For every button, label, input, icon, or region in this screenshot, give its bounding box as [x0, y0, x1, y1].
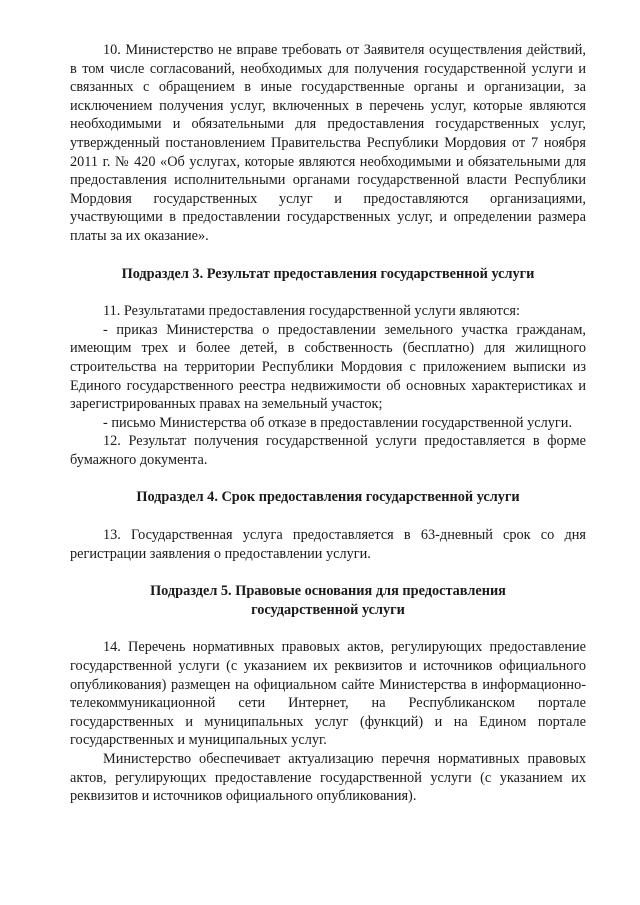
paragraph-11-item-2: - письмо Министерства об отказе в предоставлении государственной услуги. — [103, 414, 573, 431]
paragraph-12: 12. Результат получения государственной услуги предоставляется в форме бумажного документа. — [70, 433, 586, 468]
section-heading-5-line-1: Подраздел 5. Правовые основания для предоставления — [150, 583, 506, 600]
section-heading-5-line-2: государственной услуги — [251, 601, 405, 618]
paragraph-11: 11. Результатами предоставления государственной услуги являются: — [103, 303, 520, 320]
paragraph-14: 14. Перечень нормативных правовых актов, регулирующих предоставление государственной услуги (с указанием их реквизитов и источников официального опубликования) размещен на официальном сайте Министерства в информационно-телекоммуникационной сети Интернет, на Республиканском портале государственных и муниципальных услуг (функций) и на Едином портале государственных и муниципальных услуг. — [70, 639, 586, 749]
paragraph-11-item-1: - приказ Министерства о предоставлении земельного участка гражданам, имеющим трех и более детей, в собственность (бесплатно) для жилищного строительства на территории Республики Мордовия с приложением выписки из Единого государственного реестра недвижимости об основных характеристиках и зарегистрированных правах на земельный участок; — [70, 321, 586, 413]
paragraph-10: 10. Министерство не вправе требовать от Заявителя осуществления действий, в том числе согласований, необходимых для получения государственной услуги и связанных с обращением в иные государственные органы и организации, за исключением получения услуг, включенных в перечень услуг, которые являются необходимыми и обязательными для предоставления государственных услуг, утвержденный постановлением Правительства Республики Мордовия от 7 ноября 2011 г. № 420 «Об услугах, которые являются необходимыми и обязательными для предоставления исполнительными органами государственной власти Республики Мордовия государственных услуг и предоставляются организациями, участвующими в предоставлении государственных услуг, и определении размера платы за их оказание». — [70, 42, 586, 244]
section-heading-3: Подраздел 3. Результат предоставления государственной услуги — [121, 265, 535, 282]
paragraph-14-continuation: Министерство обеспечивает актуализацию перечня нормативных правовых актов, регулирующих предоставление государственной услуги (с указанием их реквизитов и источников официального опубликования). — [70, 751, 586, 805]
document-body — [70, 41, 586, 806]
section-heading-4: Подраздел 4. Срок предоставления государственной услуги — [136, 489, 520, 506]
paragraph-13: 13. Государственная услуга предоставляется в 63-дневный срок со дня регистрации заявления о предоставлении услуги. — [70, 527, 586, 562]
